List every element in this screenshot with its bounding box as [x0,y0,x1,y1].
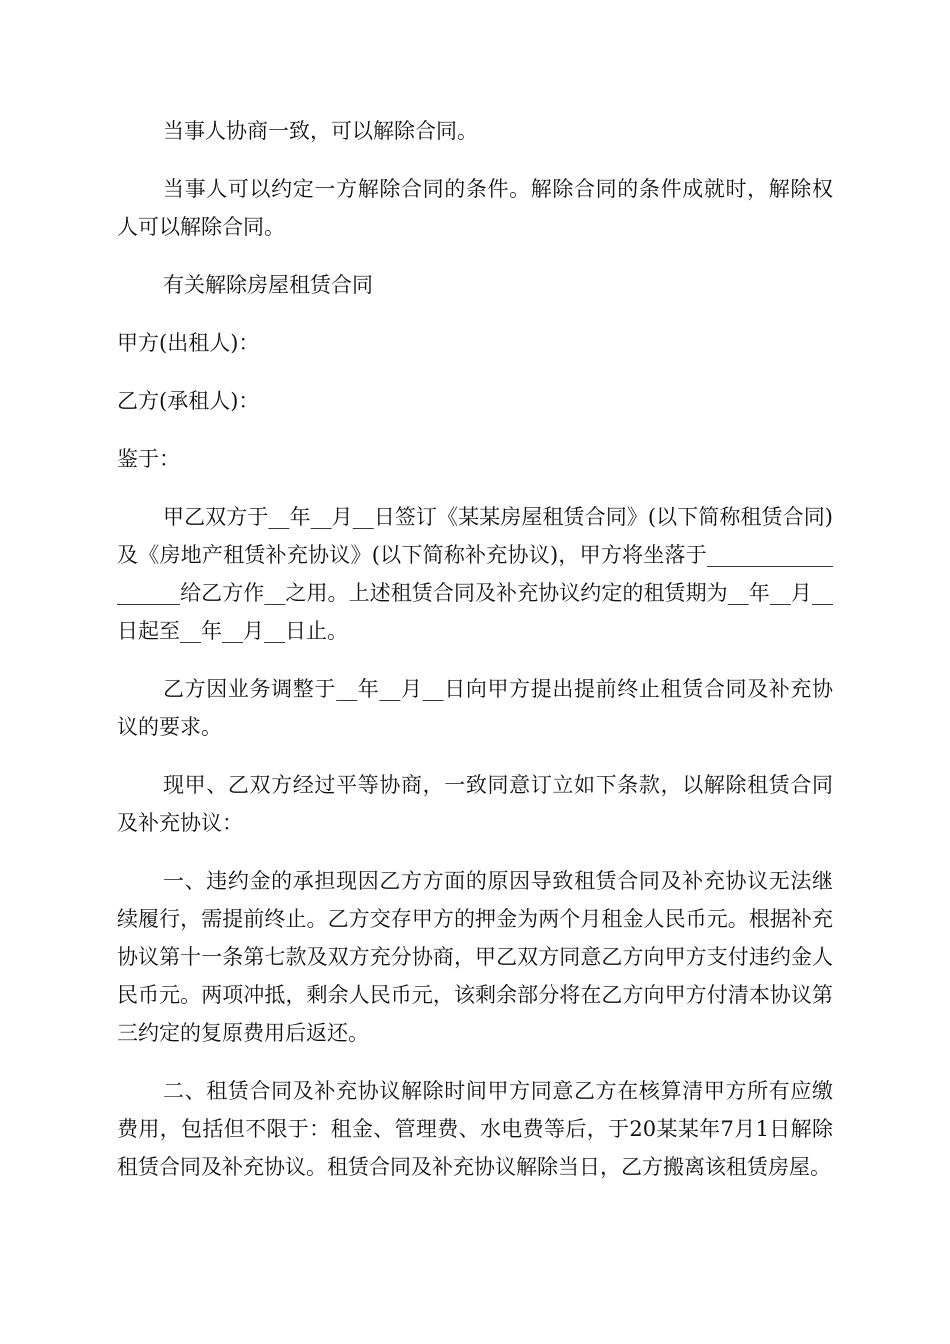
paragraph-agreement-terms: 现甲、乙双方经过平等协商，一致同意订立如下条款，以解除租赁合同及补充协议： [117,773,833,835]
whereas-line: 鉴于： [117,447,180,471]
paragraph-early-termination-request: 乙方因业务调整于__年__月__日向甲方提出提前终止租赁合同及补充协议的要求。 [117,677,833,739]
paragraph-lease-background: 甲乙双方于__年__月__日签订《某某房屋租赁合同》(以下简称租赁合同)及《房地产租赁补充协议》(以下简称补充协议)，甲方将坐落于__________________给乙方作__之用。上述租赁合同及补充协议约定的租赁期为__年__月__日起至__年__月__日止。 [117,505,833,643]
clause-penalty: 一、违约金的承担现因乙方方面的原因导致租赁合同及补充协议无法继续履行，需提前终止。乙方交存甲方的押金为两个月租金人民币元。根据补充协议第十一条第七款及双方充分协商，甲乙双方同意乙方向甲方支付违约金人民币元。两项冲抵，剩余人民币元，该剩余部分将在乙方向甲方付清本协议第三约定的复原费用后返还。 [117,869,833,1045]
paragraph-termination-conditions: 当事人可以约定一方解除合同的条件。解除合同的条件成就时，解除权人可以解除合同。 [117,177,833,239]
document-body [117,112,833,1206]
paragraph-mutual-agreement: 当事人协商一致，可以解除合同。 [163,119,478,143]
party-a-line: 甲方(出租人)： [117,331,260,355]
clause-termination-time: 二、租赁合同及补充协议解除时间甲方同意乙方在核算清甲方所有应缴费用，包括但不限于：租金、管理费、水电费等后，于20某某年7月1日解除租赁合同及补充协议。租赁合同及补充协议解除当日，乙方搬离该租赁房屋。 [117,1079,833,1179]
document-title: 有关解除房屋租赁合同 [163,273,373,297]
party-b-line: 乙方(承租人)： [117,389,260,413]
